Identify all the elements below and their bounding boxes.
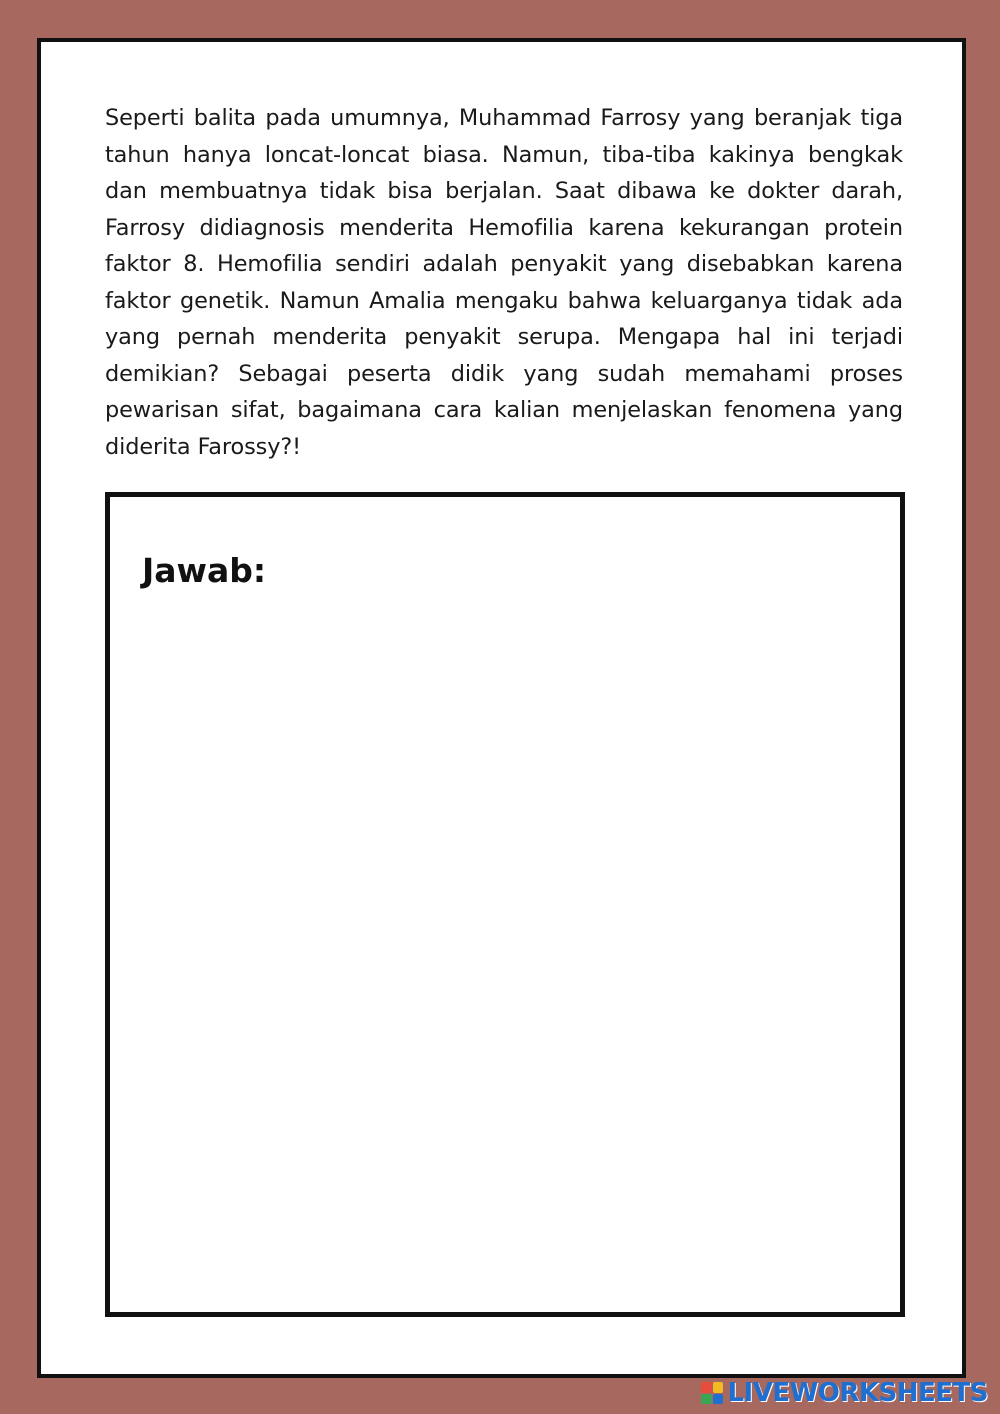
watermark-text: LIVEWORKSHEETS	[727, 1378, 988, 1408]
answer-box[interactable]	[105, 492, 905, 1317]
answer-label: Jawab:	[142, 551, 267, 590]
question-text: Seperti balita pada umumnya, Muhammad Farrosy yang beranjak tiga tahun hanya loncat-loncat biasa. Namun, tiba-tiba kakinya bengkak dan membuatnya tidak bisa berjalan. Saat dibawa ke dokter darah, Farrosy didiagnosis menderita Hemofilia karena kekurangan protein faktor 8. Hemofilia sendiri adalah penyakit yang disebabkan karena faktor genetik. Namun Amalia mengaku bahwa keluarganya tidak ada yang pernah menderita penyakit serupa. Mengapa hal ini terjadi demikian? Sebagai peserta didik yang sudah memahami proses pewarisan sifat, bagaimana cara kalian menjelaskan fenomena yang diderita Farossy?!	[105, 105, 903, 460]
liveworksheets-logo-icon	[701, 1382, 723, 1404]
worksheet-page	[37, 38, 966, 1378]
watermark	[701, 1378, 988, 1408]
